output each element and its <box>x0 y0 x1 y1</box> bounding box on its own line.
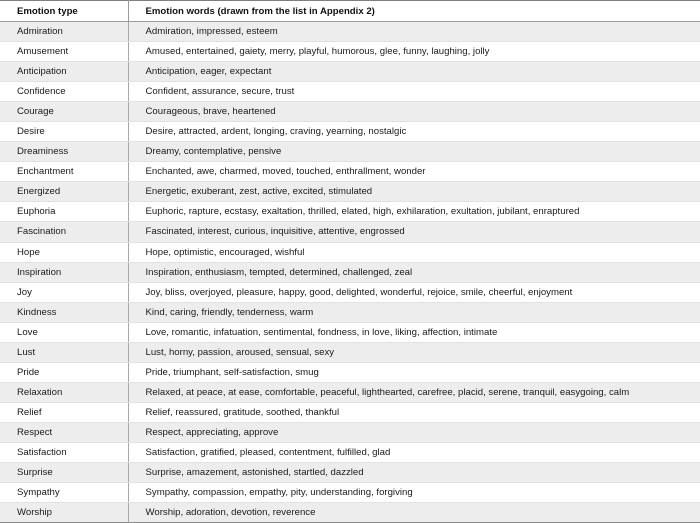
header-emotion-words: Emotion words (drawn from the list in Appendix 2) <box>128 1 700 22</box>
emotion-type-cell: Relief <box>0 402 128 422</box>
emotion-type-cell: Desire <box>0 122 128 142</box>
emotion-type-cell: Kindness <box>0 302 128 322</box>
emotion-type-cell: Sympathy <box>0 483 128 503</box>
emotion-words-cell: Desire, attracted, ardent, longing, craving, yearning, nostalgic <box>128 122 700 142</box>
emotion-words-cell: Fascinated, interest, curious, inquisitive, attentive, engrossed <box>128 222 700 242</box>
table-row <box>0 142 700 162</box>
emotion-words-cell: Kind, caring, friendly, tenderness, warm <box>128 302 700 322</box>
emotion-type-cell: Fascination <box>0 222 128 242</box>
emotion-type-cell: Respect <box>0 422 128 442</box>
emotion-type-cell: Courage <box>0 102 128 122</box>
table-row <box>0 362 700 382</box>
table-row <box>0 222 700 242</box>
emotion-words-cell: Confident, assurance, secure, trust <box>128 82 700 102</box>
emotion-words-cell: Inspiration, enthusiasm, tempted, determined, challenged, zeal <box>128 262 700 282</box>
header-row <box>0 1 700 22</box>
table-row <box>0 262 700 282</box>
header-emotion-type: Emotion type <box>0 1 128 22</box>
table-row <box>0 322 700 342</box>
table-row <box>0 282 700 302</box>
emotion-type-cell: Energized <box>0 182 128 202</box>
emotion-type-cell: Love <box>0 322 128 342</box>
table-row <box>0 22 700 42</box>
emotion-words-cell: Admiration, impressed, esteem <box>128 22 700 42</box>
table-row <box>0 122 700 142</box>
emotion-words-cell: Love, romantic, infatuation, sentimental, fondness, in love, liking, affection, intimate <box>128 322 700 342</box>
emotion-words-cell: Worship, adoration, devotion, reverence <box>128 503 700 523</box>
table-row <box>0 483 700 503</box>
emotion-words-cell: Enchanted, awe, charmed, moved, touched, enthrallment, wonder <box>128 162 700 182</box>
emotion-words-cell: Dreamy, contemplative, pensive <box>128 142 700 162</box>
table-row <box>0 503 700 523</box>
emotion-words-cell: Pride, triumphant, self-satisfaction, smug <box>128 362 700 382</box>
table-row <box>0 62 700 82</box>
emotion-type-cell: Lust <box>0 342 128 362</box>
table-row <box>0 162 700 182</box>
emotion-words-cell: Euphoric, rapture, ecstasy, exaltation, thrilled, elated, high, exhilaration, exultation, jubilant, enraptured <box>128 202 700 222</box>
emotion-words-cell: Amused, entertained, gaiety, merry, playful, humorous, glee, funny, laughing, jolly <box>128 42 700 62</box>
table-row <box>0 382 700 402</box>
table-row <box>0 42 700 62</box>
table-row <box>0 182 700 202</box>
emotion-type-cell: Pride <box>0 362 128 382</box>
table-row <box>0 422 700 442</box>
emotion-type-cell: Relaxation <box>0 382 128 402</box>
table-row <box>0 202 700 222</box>
table-row <box>0 82 700 102</box>
table-body <box>0 22 700 523</box>
emotion-words-cell: Relaxed, at peace, at ease, comfortable, peaceful, lighthearted, carefree, placid, serene, tranquil, easygoing, calm <box>128 382 700 402</box>
table-row <box>0 442 700 462</box>
emotion-type-cell: Worship <box>0 503 128 523</box>
emotion-type-cell: Satisfaction <box>0 442 128 462</box>
emotion-type-cell: Surprise <box>0 463 128 483</box>
table-row <box>0 302 700 322</box>
emotion-words-cell: Hope, optimistic, encouraged, wishful <box>128 242 700 262</box>
emotion-words-cell: Sympathy, compassion, empathy, pity, understanding, forgiving <box>128 483 700 503</box>
emotion-words-cell: Satisfaction, gratified, pleased, contentment, fulfilled, glad <box>128 442 700 462</box>
table-row <box>0 402 700 422</box>
table-row <box>0 102 700 122</box>
emotion-type-cell: Anticipation <box>0 62 128 82</box>
emotion-type-cell: Inspiration <box>0 262 128 282</box>
emotion-type-cell: Hope <box>0 242 128 262</box>
emotion-type-cell: Admiration <box>0 22 128 42</box>
table-row <box>0 342 700 362</box>
table-row <box>0 242 700 262</box>
emotion-type-cell: Joy <box>0 282 128 302</box>
table-header <box>0 1 700 22</box>
emotion-words-cell: Joy, bliss, overjoyed, pleasure, happy, good, delighted, wonderful, rejoice, smile, cheerful, enjoyment <box>128 282 700 302</box>
table-row <box>0 463 700 483</box>
emotion-words-cell: Lust, horny, passion, aroused, sensual, sexy <box>128 342 700 362</box>
emotion-words-cell: Energetic, exuberant, zest, active, excited, stimulated <box>128 182 700 202</box>
emotion-type-cell: Confidence <box>0 82 128 102</box>
emotion-type-cell: Enchantment <box>0 162 128 182</box>
emotion-words-cell: Respect, appreciating, approve <box>128 422 700 442</box>
emotion-words-cell: Courageous, brave, heartened <box>128 102 700 122</box>
emotion-words-cell: Relief, reassured, gratitude, soothed, thankful <box>128 402 700 422</box>
emotion-words-cell: Anticipation, eager, expectant <box>128 62 700 82</box>
emotion-type-cell: Dreaminess <box>0 142 128 162</box>
emotion-words-cell: Surprise, amazement, astonished, startled, dazzled <box>128 463 700 483</box>
emotion-type-cell: Amusement <box>0 42 128 62</box>
emotion-type-cell: Euphoria <box>0 202 128 222</box>
